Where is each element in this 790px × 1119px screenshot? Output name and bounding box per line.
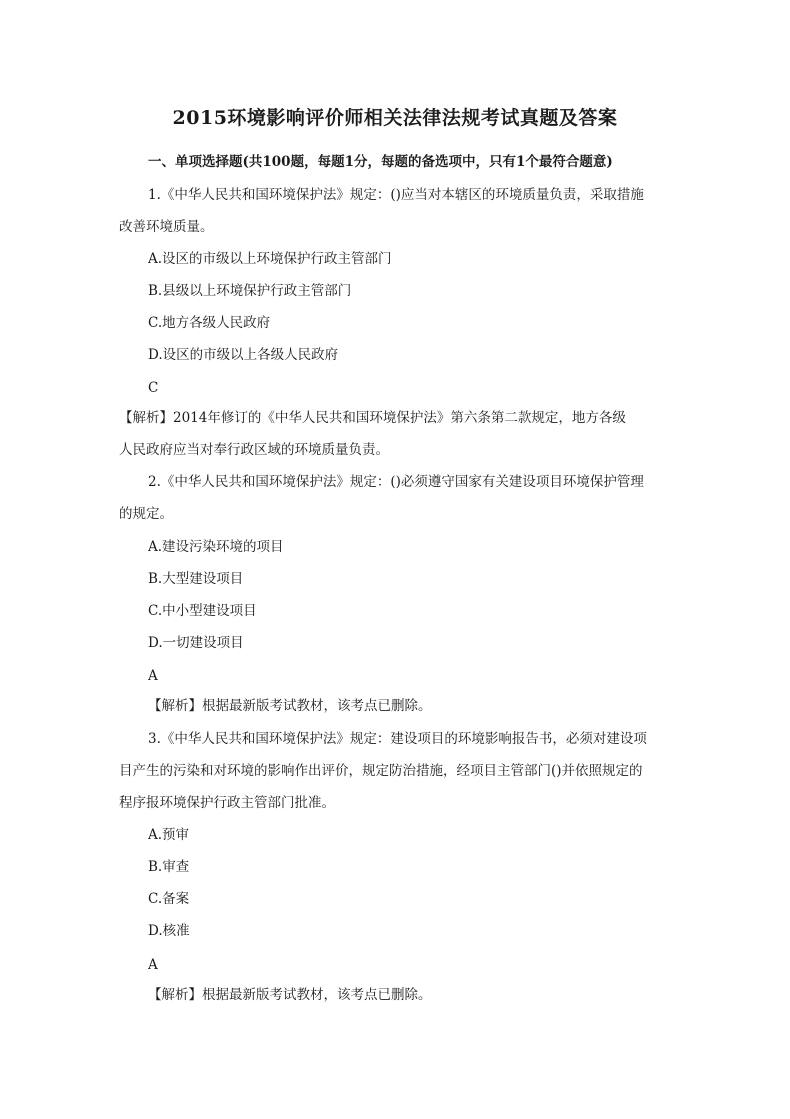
question-1-answer: C bbox=[148, 380, 159, 396]
question-2-analysis-line-1: 【解析】根据最新版考试教材，该考点已删除。 bbox=[148, 698, 432, 714]
question-2-option-a: A.建设污染环境的项目 bbox=[148, 539, 284, 555]
question-3-stem-line-2: 目产生的污染和对环境的影响作出评价，规定防治措施，经项目主管部门()并依照规定的 bbox=[119, 763, 643, 779]
question-1-option-c: C.地方各级人民政府 bbox=[148, 315, 271, 331]
question-2-option-c: C.中小型建设项目 bbox=[148, 603, 257, 619]
question-3-option-b: B.审查 bbox=[148, 859, 190, 875]
question-1-analysis-line-1: 【解析】2014年修订的《中华人民共和国环境保护法》第六条第二款规定，地方各级 bbox=[119, 410, 626, 426]
question-2-option-d: D.一切建设项目 bbox=[148, 635, 244, 651]
question-3-analysis-line-1: 【解析】根据最新版考试教材，该考点已删除。 bbox=[148, 987, 432, 1003]
question-1-option-d: D.设区的市级以上各级人民政府 bbox=[148, 347, 339, 363]
question-1-analysis-line-2: 人民政府应当对奉行政区域的环境质量负责。 bbox=[119, 442, 389, 458]
question-3-answer: A bbox=[148, 957, 158, 973]
question-2-option-b: B.大型建设项目 bbox=[148, 571, 244, 587]
question-2-answer: A bbox=[148, 668, 158, 684]
page-title: 2015环境影响评价师相关法律法规考试真题及答案 bbox=[172, 107, 618, 129]
question-3-stem-line-1: 3.《中华人民共和国环境保护法》规定：建设项目的环境影响报告书，必须对建设项 bbox=[148, 731, 647, 747]
question-3-option-d: D.核准 bbox=[148, 923, 190, 939]
question-2-stem-line-2: 的规定。 bbox=[119, 506, 173, 522]
section-heading: 一、单项选择题(共100题，每题1分，每题的备选项中，只有1个最符合题意) bbox=[148, 154, 613, 170]
question-3-option-c: C.备案 bbox=[148, 891, 190, 907]
question-1-option-b: B.县级以上环境保护行政主管部门 bbox=[148, 283, 352, 299]
question-1-stem-line-2: 改善环境质量。 bbox=[119, 219, 214, 235]
question-3-stem-line-3: 程序报环境保护行政主管部门批准。 bbox=[119, 795, 335, 811]
question-2-stem-line-1: 2.《中华人民共和国环境保护法》规定：()必须遵守国家有关建设项目环境保护管理 bbox=[148, 474, 644, 490]
question-1-option-a: A.设区的市级以上环境保护行政主管部门 bbox=[148, 251, 392, 267]
question-1-stem-line-1: 1.《中华人民共和国环境保护法》规定：()应当对本辖区的环境质量负责，采取措施 bbox=[148, 187, 644, 203]
question-3-option-a: A.预审 bbox=[148, 827, 190, 843]
